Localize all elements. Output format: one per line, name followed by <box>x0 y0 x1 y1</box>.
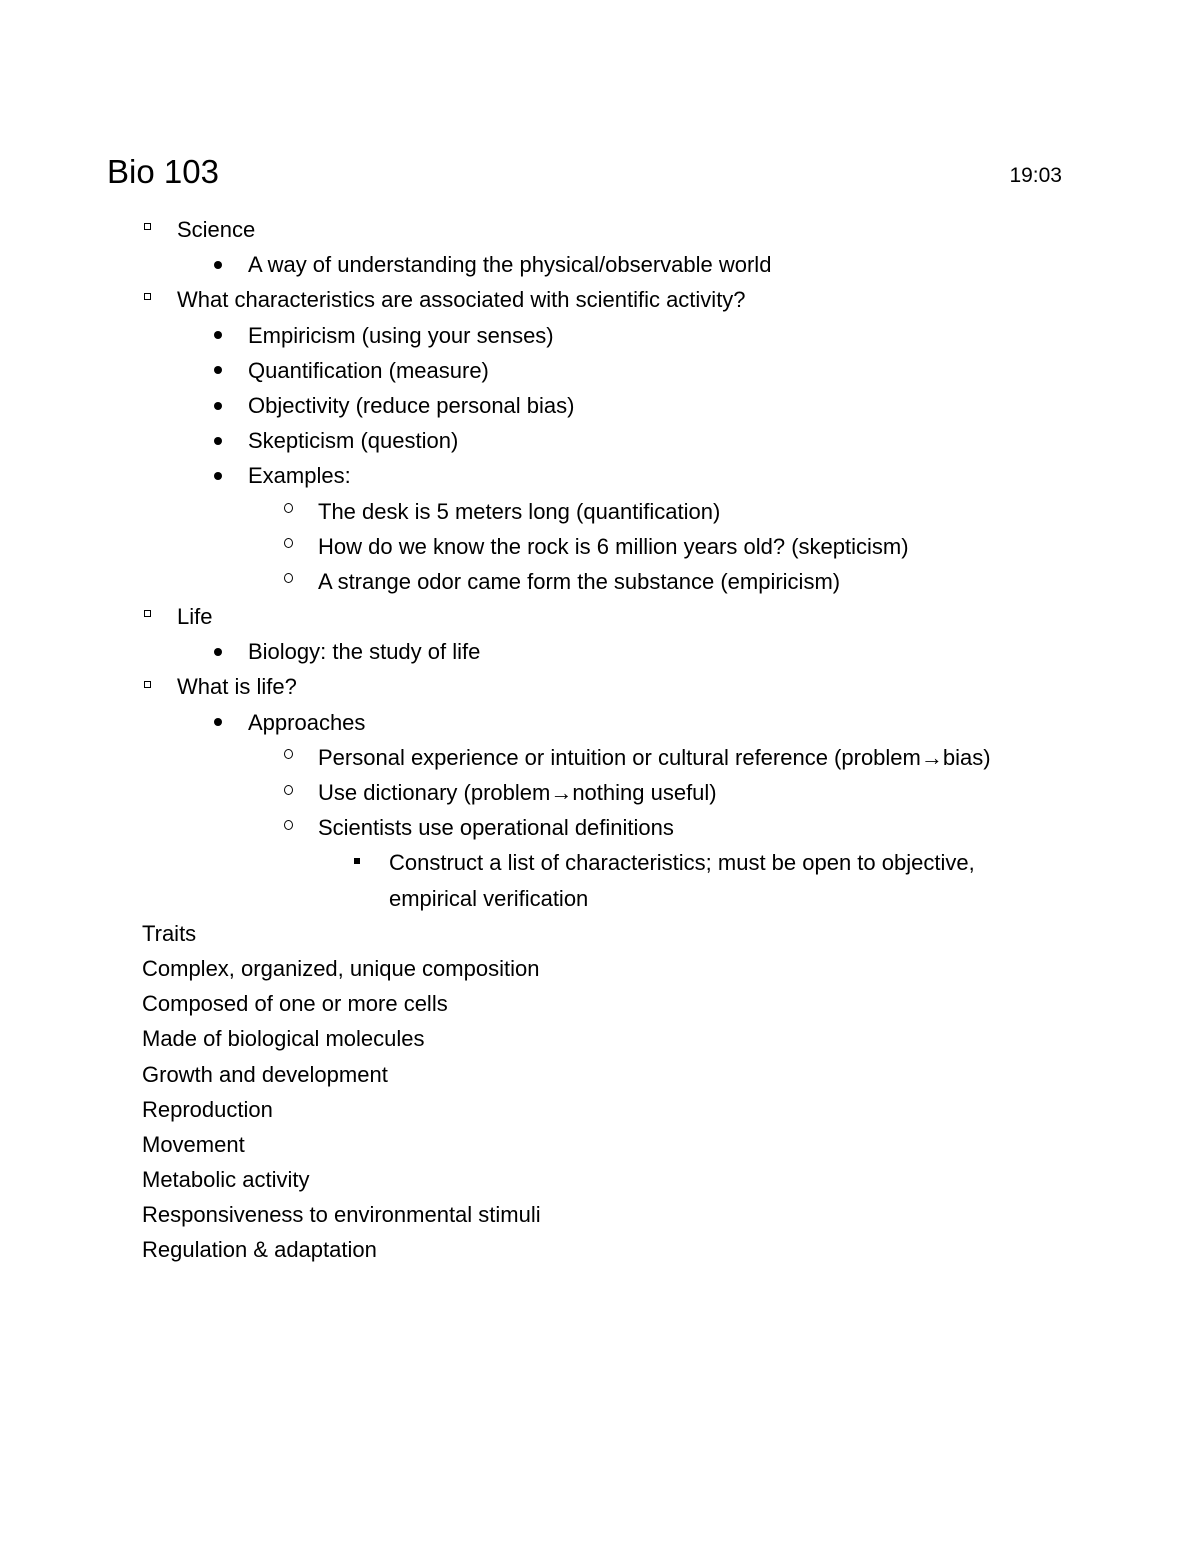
list-item-text: Life <box>177 604 213 630</box>
approach-1-text-b: bias) <box>942 744 991 770</box>
arrow-right-icon: → <box>920 744 943 770</box>
trait-item-text: Made of biological molecules <box>142 1026 425 1052</box>
dot-bullet-icon <box>212 247 224 282</box>
list-item <box>142 247 1102 282</box>
trait-item <box>142 1162 1102 1197</box>
square-solid-bullet-icon <box>352 845 362 880</box>
circle-bullet-icon <box>281 775 295 810</box>
circle-bullet-icon <box>281 494 295 529</box>
list-item-text: Approaches <box>248 709 366 735</box>
trait-item <box>142 1021 1102 1056</box>
list-item <box>142 282 1102 317</box>
approach-2-text-a: Use dictionary (problem <box>318 780 551 805</box>
list-item <box>142 775 1102 810</box>
list-item <box>142 810 1102 845</box>
dot-bullet-icon <box>212 634 224 669</box>
list-item <box>142 564 1102 599</box>
list-item-text: Skepticism (question) <box>248 428 459 454</box>
circle-bullet-icon <box>281 529 295 564</box>
list-item <box>142 669 1102 704</box>
list-item-text <box>318 740 991 775</box>
square-bullet-icon <box>142 599 152 634</box>
dot-bullet-icon <box>212 388 224 423</box>
list-item-text: Examples: <box>248 463 351 489</box>
list-item <box>142 599 1102 634</box>
list-item-text: Construct a list of characteristics; must be open to objective, <box>389 850 975 876</box>
trait-item-text: Complex, organized, unique composition <box>142 955 540 981</box>
list-item <box>142 634 1102 669</box>
notes-body <box>142 212 1102 1268</box>
trait-item-text: Growth and development <box>142 1061 388 1087</box>
dot-bullet-icon <box>212 458 224 493</box>
approach-2-text-b: nothing useful) <box>572 780 717 805</box>
list-item <box>142 388 1102 423</box>
list-item <box>142 705 1102 740</box>
list-item-text: Quantification (measure) <box>248 357 489 383</box>
list-item <box>142 212 1102 247</box>
list-item-text: How do we know the rock is 6 million years old? (skepticism) <box>318 533 909 559</box>
list-item-text: A strange odor came form the substance (empiricism) <box>318 568 841 594</box>
circle-bullet-icon <box>281 740 295 775</box>
trait-item <box>142 1197 1102 1232</box>
dot-bullet-icon <box>212 423 224 458</box>
page-title: Bio 103 <box>107 153 219 190</box>
list-item-text: What is life? <box>177 674 297 700</box>
square-bullet-icon <box>142 282 152 317</box>
list-item <box>142 458 1102 493</box>
circle-bullet-icon <box>281 810 295 845</box>
trait-item <box>142 1232 1102 1267</box>
trait-item-text: Movement <box>142 1131 245 1157</box>
dot-bullet-icon <box>212 705 224 740</box>
list-item <box>142 740 1102 775</box>
dot-bullet-icon <box>212 353 224 388</box>
list-item <box>142 318 1102 353</box>
dot-bullet-icon <box>212 318 224 353</box>
list-item-text: A way of understanding the physical/observable world <box>248 252 772 278</box>
circle-bullet-icon <box>281 564 295 599</box>
list-item <box>142 529 1102 564</box>
list-item-text: Empiricism (using your senses) <box>248 322 554 348</box>
list-item-text: empirical verification <box>389 885 589 911</box>
list-item <box>142 494 1102 529</box>
trait-item-text: Metabolic activity <box>142 1167 310 1193</box>
list-item-text: What characteristics are associated with scientific activity? <box>177 287 746 313</box>
trait-item <box>142 986 1102 1021</box>
trait-item-text: Responsiveness to environmental stimuli <box>142 1202 541 1228</box>
trait-item-text: Composed of one or more cells <box>142 991 448 1017</box>
list-item-text <box>318 775 717 810</box>
note-header <box>107 150 1062 200</box>
square-bullet-icon <box>142 212 152 247</box>
timestamp: 19:03 <box>1009 164 1062 187</box>
list-item-text: Objectivity (reduce personal bias) <box>248 392 575 418</box>
list-item-text: Scientists use operational definitions <box>318 815 674 841</box>
traits-heading-text: Traits <box>142 920 197 946</box>
list-item-text: Biology: the study of life <box>248 639 481 665</box>
trait-item <box>142 1057 1102 1092</box>
list-item-text: The desk is 5 meters long (quantification) <box>318 498 721 524</box>
trait-item <box>142 1092 1102 1127</box>
list-item-text: Science <box>177 217 256 242</box>
arrow-right-icon: → <box>550 780 573 805</box>
trait-item-text: Reproduction <box>142 1096 273 1122</box>
traits-heading <box>142 916 1102 951</box>
list-item <box>142 353 1102 388</box>
trait-item <box>142 1127 1102 1162</box>
list-item <box>142 423 1102 458</box>
square-bullet-icon <box>142 669 152 704</box>
list-item <box>142 845 1102 880</box>
trait-item <box>142 951 1102 986</box>
trait-item-text: Regulation & adaptation <box>142 1237 377 1263</box>
list-item-continuation <box>142 881 1102 916</box>
approach-1-text-a: Personal experience or intuition or cultural reference (problem <box>318 744 921 770</box>
